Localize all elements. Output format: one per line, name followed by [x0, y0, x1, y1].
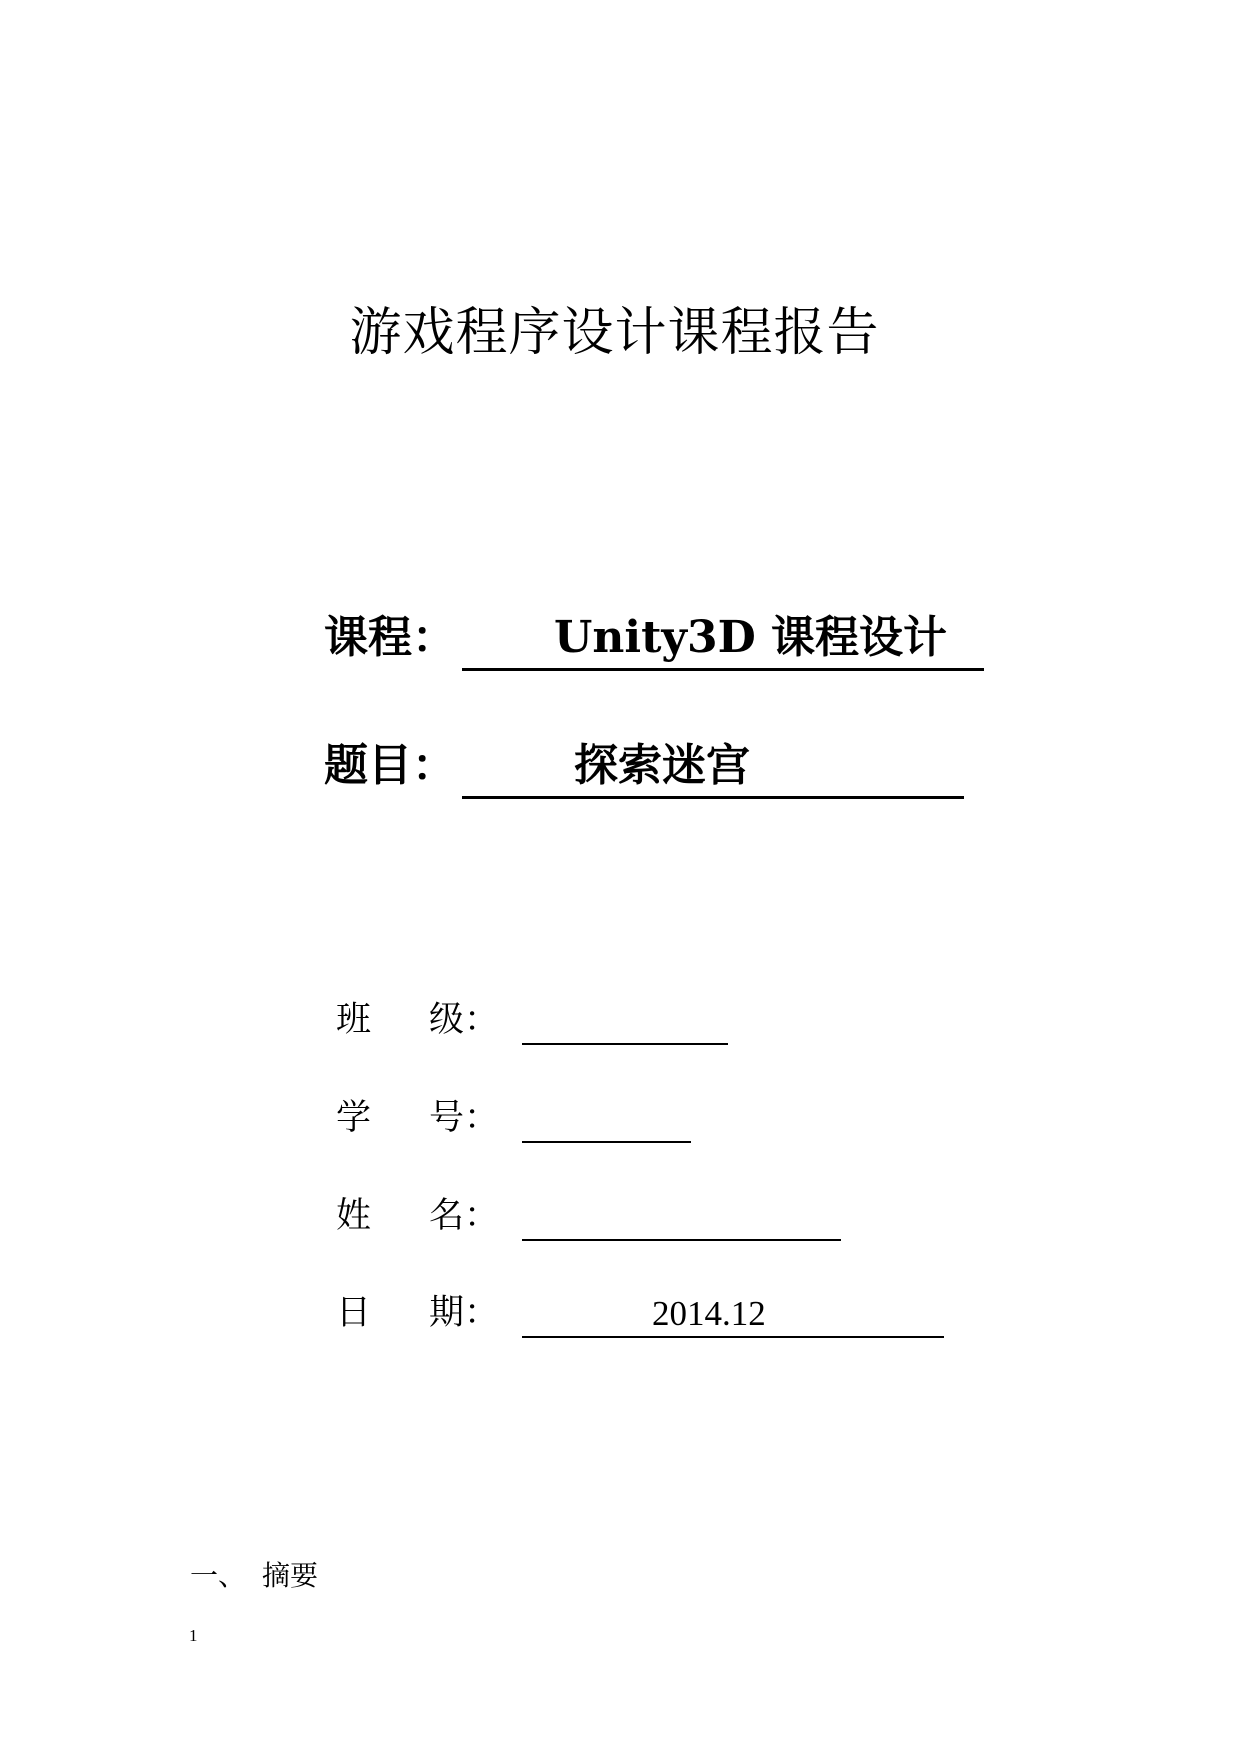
name-field	[522, 1199, 841, 1241]
student-id-field	[522, 1101, 691, 1143]
topic-value: 探索迷宫	[574, 740, 750, 791]
date-field	[522, 1296, 944, 1338]
class-label-second: 级：	[429, 1000, 500, 1040]
topic-label: 题目：	[324, 740, 456, 791]
class-field	[522, 1003, 728, 1045]
section-heading	[190, 1554, 318, 1594]
date-label-first: 日	[336, 1293, 372, 1333]
student-id-label-first: 学	[336, 1098, 372, 1138]
name-label-second: 名：	[429, 1196, 500, 1236]
date-label-second: 期：	[429, 1293, 500, 1333]
course-value-underline	[462, 612, 984, 671]
topic-value-underline	[462, 740, 964, 799]
course-value: Unity3D 课程设计	[554, 612, 948, 663]
course-label: 课程：	[324, 612, 456, 663]
date-value: 2014.12	[652, 1294, 766, 1333]
student-id-label-second: 号：	[429, 1098, 500, 1138]
class-label-first: 班	[336, 1000, 372, 1040]
section-number: 一、	[190, 1559, 247, 1592]
page-number: 1	[189, 1626, 198, 1645]
section-title: 摘要	[262, 1559, 319, 1592]
report-title: 游戏程序设计课程报告	[349, 303, 880, 363]
name-label-first: 姓	[336, 1196, 372, 1236]
